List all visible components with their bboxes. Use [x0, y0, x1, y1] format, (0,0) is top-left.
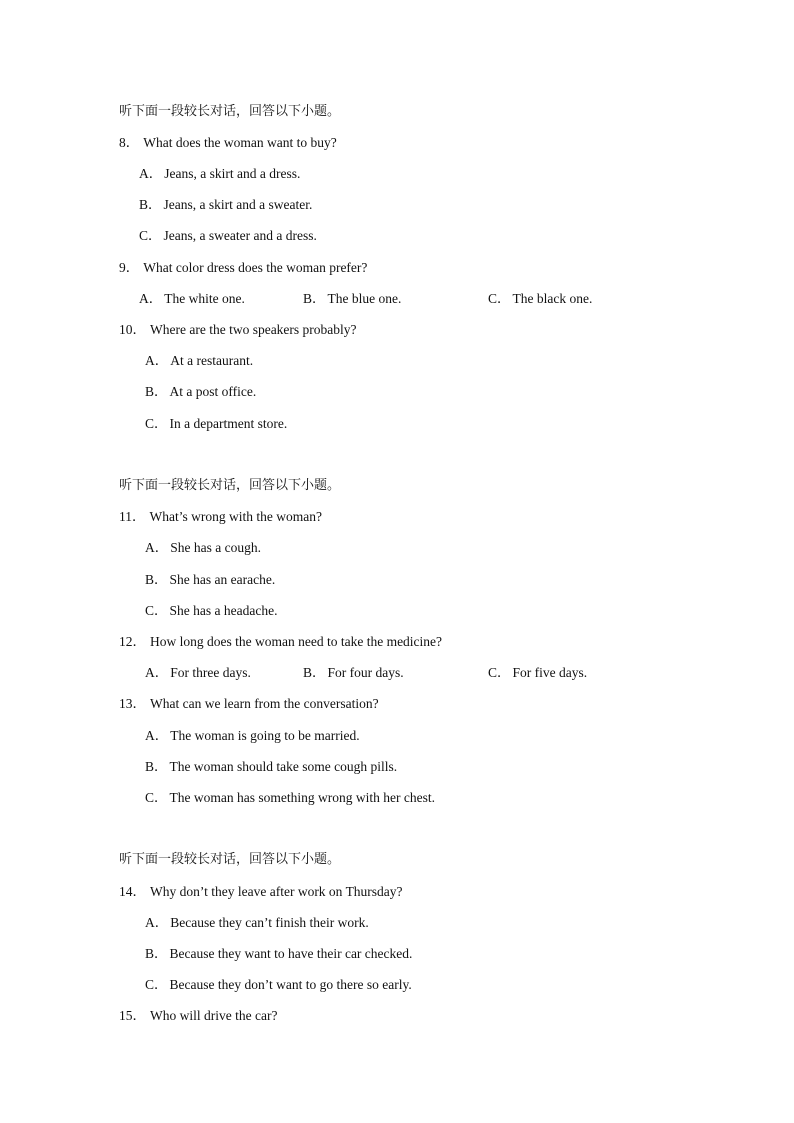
option-letter: C． [145, 416, 168, 431]
question-text: What color dress does the woman prefer? [143, 260, 368, 275]
option-letter: B． [303, 665, 326, 680]
option-letter: A． [145, 353, 169, 368]
option-text: The woman is going to be married. [170, 728, 360, 743]
option-letter: C． [145, 977, 168, 992]
question-15 [119, 1007, 277, 1025]
option-letter: B． [145, 384, 168, 399]
option-text: The woman has something wrong with her chest. [169, 790, 435, 805]
option-letter: C． [488, 665, 511, 680]
question-14 [119, 883, 403, 901]
option-11c [145, 602, 277, 620]
option-text: For three days. [170, 665, 251, 680]
question-number: 10． [119, 322, 146, 337]
option-13b [145, 758, 397, 776]
option-letter: B． [303, 291, 326, 306]
option-14c [145, 976, 412, 994]
option-8a [139, 165, 300, 183]
option-13c [145, 789, 435, 807]
option-letter: A． [145, 915, 169, 930]
question-text: Why don’t they leave after work on Thursday? [150, 884, 403, 899]
option-text: At a restaurant. [170, 353, 254, 368]
option-text: Because they don’t want to go there so early. [169, 977, 412, 992]
option-letter: A． [139, 166, 163, 181]
option-text: Jeans, a skirt and a dress. [164, 166, 301, 181]
option-13a [145, 727, 360, 745]
question-8 [119, 134, 337, 152]
question-text: What can we learn from the conversation? [150, 696, 379, 711]
option-text: She has a cough. [170, 540, 261, 555]
question-9 [119, 259, 367, 277]
option-text: In a department store. [169, 416, 288, 431]
option-11a [145, 539, 261, 557]
option-9a [139, 290, 245, 308]
option-11b [145, 571, 275, 589]
option-letter: B． [145, 759, 168, 774]
option-letter: C． [145, 603, 168, 618]
option-letter: C． [145, 790, 168, 805]
question-number: 9． [119, 260, 140, 275]
option-10c [145, 415, 287, 433]
option-9c [488, 290, 592, 308]
option-14a [145, 914, 369, 932]
question-number: 15． [119, 1008, 146, 1023]
question-text: What’s wrong with the woman? [149, 509, 322, 524]
option-letter: A． [145, 665, 169, 680]
option-text: At a post office. [169, 384, 257, 399]
question-text: Who will drive the car? [150, 1008, 278, 1023]
option-letter: B． [145, 946, 168, 961]
option-text: The woman should take some cough pills. [169, 759, 398, 774]
option-10b [145, 383, 256, 401]
option-letter: A． [145, 728, 169, 743]
question-number: 13． [119, 696, 146, 711]
option-text: The white one. [164, 291, 245, 306]
question-10 [119, 321, 357, 339]
option-9b [303, 290, 401, 308]
option-12c [488, 664, 587, 682]
option-text: For five days. [512, 665, 588, 680]
option-text: The blue one. [327, 291, 402, 306]
option-10a [145, 352, 253, 370]
question-number: 11． [119, 509, 146, 524]
option-letter: A． [139, 291, 163, 306]
section-heading: 听下面一段较长对话，回答以下小题。 [119, 478, 341, 493]
option-letter: C． [488, 291, 511, 306]
question-11 [119, 508, 322, 526]
option-letter: B． [145, 572, 168, 587]
question-13 [119, 695, 379, 713]
option-text: Because they can’t finish their work. [170, 915, 369, 930]
question-text: Where are the two speakers probably? [150, 322, 357, 337]
option-8b [139, 196, 312, 214]
question-12 [119, 633, 442, 651]
option-text: She has a headache. [169, 603, 278, 618]
option-12a [145, 664, 251, 682]
section-heading: 听下面一段较长对话，回答以下小题。 [119, 104, 341, 119]
question-number: 12． [119, 634, 146, 649]
option-text: She has an earache. [169, 572, 276, 587]
question-text: What does the woman want to buy? [143, 135, 337, 150]
section-heading: 听下面一段较长对话，回答以下小题。 [119, 852, 341, 867]
option-text: The black one. [512, 291, 593, 306]
option-14b [145, 945, 412, 963]
option-letter: C． [139, 228, 162, 243]
option-8c [139, 227, 317, 245]
option-text: Because they want to have their car checked. [169, 946, 413, 961]
option-text: Jeans, a sweater and a dress. [163, 228, 317, 243]
question-text: How long does the woman need to take the medicine? [150, 634, 443, 649]
option-12b [303, 664, 404, 682]
option-letter: B． [139, 197, 162, 212]
question-number: 8． [119, 135, 140, 150]
question-number: 14． [119, 884, 146, 899]
option-text: For four days. [327, 665, 404, 680]
option-text: Jeans, a skirt and a sweater. [163, 197, 313, 212]
option-letter: A． [145, 540, 169, 555]
